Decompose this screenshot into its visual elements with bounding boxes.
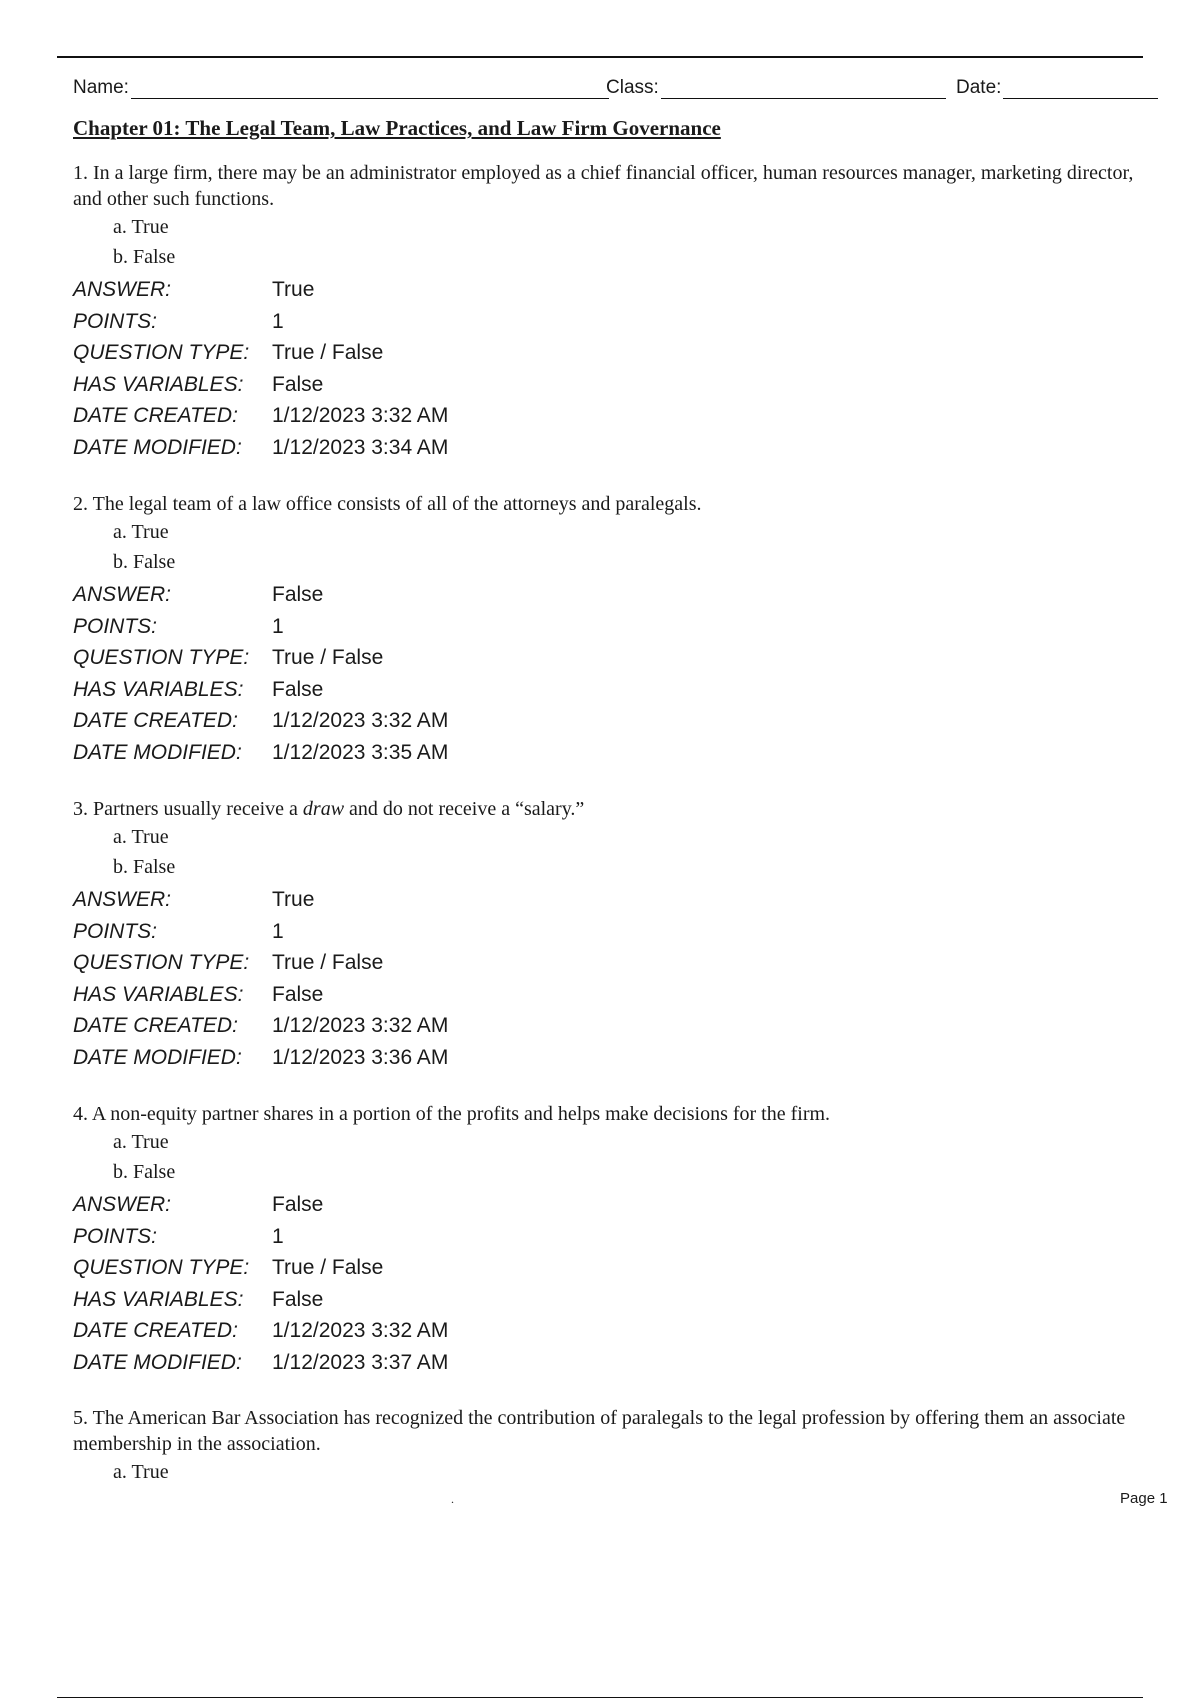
has-variables-row xyxy=(73,1284,1163,1316)
date-created-row xyxy=(73,400,1163,432)
date-modified-value: 1/12/2023 3:37 AM xyxy=(272,1350,449,1374)
answer-row xyxy=(73,1189,1163,1221)
date-created-row xyxy=(73,705,1163,737)
question-text xyxy=(73,796,1163,822)
date-created-value: 1/12/2023 3:32 AM xyxy=(272,1319,449,1342)
bottom-rule xyxy=(57,1697,1143,1698)
answer-row xyxy=(73,579,1163,611)
has-variables-value: False xyxy=(272,677,324,701)
name-field[interactable] xyxy=(73,72,609,99)
page-number: Page 1 xyxy=(1120,1490,1168,1507)
date-field[interactable] xyxy=(956,72,1158,99)
date-modified-row xyxy=(73,1347,1163,1379)
date-modified-label: DATE MODIFIED: xyxy=(73,740,242,764)
date-modified-label: DATE MODIFIED: xyxy=(73,1045,242,1069)
question-type-row xyxy=(73,642,1163,674)
answer-row xyxy=(73,274,1163,306)
answer-value: False xyxy=(272,1193,324,1216)
question-type-value: True / False xyxy=(272,646,384,669)
points-label: POINTS: xyxy=(73,919,158,943)
has-variables-label: HAS VARIABLES: xyxy=(73,372,244,396)
question-4 xyxy=(73,1101,1163,1378)
chapter-title: Chapter 01: The Legal Team, Law Practices, and Law Firm Governance xyxy=(73,116,721,140)
date-modified-row xyxy=(73,1042,1163,1074)
question-type-row xyxy=(73,337,1163,369)
date-modified-value: 1/12/2023 3:36 AM xyxy=(272,1045,449,1069)
question-metadata xyxy=(73,884,1163,1073)
answer-value: True xyxy=(272,888,315,911)
option-a: a. True xyxy=(113,1131,169,1153)
has-variables-row xyxy=(73,369,1163,401)
has-variables-value: False xyxy=(272,372,324,396)
points-label: POINTS: xyxy=(73,309,158,333)
points-value: 1 xyxy=(272,919,284,943)
option-b: b. False xyxy=(113,246,176,268)
date-modified-label: DATE MODIFIED: xyxy=(73,435,242,459)
question-type-label: QUESTION TYPE: xyxy=(73,951,250,974)
question-text: 1. In a large firm, there may be an administrator employed as a chief financial officer, human resources manager, marketing director, and other such functions. xyxy=(73,162,1134,210)
question-type-row xyxy=(73,947,1163,979)
date-created-value: 1/12/2023 3:32 AM xyxy=(272,1014,449,1037)
option-a: a. True xyxy=(113,1461,169,1483)
question-metadata xyxy=(73,274,1163,463)
has-variables-label: HAS VARIABLES: xyxy=(73,1287,244,1311)
question-text: 4. A non-equity partner shares in a portion of the profits and helps make decisions for the firm. xyxy=(73,1103,831,1125)
question-metadata xyxy=(73,1189,1163,1378)
question-type-label: QUESTION TYPE: xyxy=(73,1256,250,1279)
question-text: 2. The legal team of a law office consists of all of the attorneys and paralegals. xyxy=(73,493,702,515)
has-variables-label: HAS VARIABLES: xyxy=(73,982,244,1006)
points-label: POINTS: xyxy=(73,614,158,638)
date-created-label: DATE CREATED: xyxy=(73,709,238,732)
points-row xyxy=(73,611,1163,643)
question-1 xyxy=(73,160,1163,463)
date-created-label: DATE CREATED: xyxy=(73,404,238,427)
class-field[interactable] xyxy=(606,72,946,99)
points-label: POINTS: xyxy=(73,1224,158,1248)
class-line[interactable] xyxy=(661,72,946,99)
class-label: Class: xyxy=(606,77,659,98)
top-rule xyxy=(57,56,1143,58)
date-created-row xyxy=(73,1010,1163,1042)
question-2 xyxy=(73,491,1163,768)
has-variables-row xyxy=(73,979,1163,1011)
question-text-start: 3. Partners usually receive a xyxy=(73,798,303,820)
option-b: b. False xyxy=(113,551,176,573)
question-text: 5. The American Bar Association has recognized the contribution of paralegals to the legal profession by offering them an associate membership in the association. xyxy=(73,1407,1126,1455)
date-created-label: DATE CREATED: xyxy=(73,1014,238,1037)
date-label: Date: xyxy=(956,77,1002,98)
has-variables-value: False xyxy=(272,1287,324,1311)
points-value: 1 xyxy=(272,309,284,333)
question-type-value: True / False xyxy=(272,341,384,364)
name-label: Name: xyxy=(73,77,129,98)
answer-label: ANSWER: xyxy=(73,278,172,301)
question-metadata xyxy=(73,579,1163,768)
question-type-label: QUESTION TYPE: xyxy=(73,646,250,669)
has-variables-value: False xyxy=(272,982,324,1006)
points-row xyxy=(73,1221,1163,1253)
date-created-label: DATE CREATED: xyxy=(73,1319,238,1342)
date-line[interactable] xyxy=(1003,72,1158,99)
option-a: a. True xyxy=(113,521,169,543)
answer-label: ANSWER: xyxy=(73,888,172,911)
option-a: a. True xyxy=(113,216,169,238)
answer-row xyxy=(73,884,1163,916)
date-created-row xyxy=(73,1315,1163,1347)
answer-value: False xyxy=(272,583,324,606)
name-line[interactable] xyxy=(131,72,609,99)
question-type-value: True / False xyxy=(272,1256,384,1279)
has-variables-row xyxy=(73,674,1163,706)
date-modified-row xyxy=(73,737,1163,769)
question-type-value: True / False xyxy=(272,951,384,974)
points-value: 1 xyxy=(272,614,284,638)
question-text-emphasis: draw xyxy=(302,798,345,820)
date-modified-value: 1/12/2023 3:35 AM xyxy=(272,740,449,764)
points-row xyxy=(73,916,1163,948)
date-modified-value: 1/12/2023 3:34 AM xyxy=(272,435,449,459)
points-row xyxy=(73,306,1163,338)
question-5 xyxy=(73,1405,1163,1487)
answer-label: ANSWER: xyxy=(73,1193,172,1216)
date-modified-row xyxy=(73,432,1163,464)
answer-label: ANSWER: xyxy=(73,583,172,606)
date-modified-label: DATE MODIFIED: xyxy=(73,1350,242,1374)
question-text-end: and do not receive a “salary.” xyxy=(344,798,585,820)
student-info-header xyxy=(73,72,1161,102)
question-type-label: QUESTION TYPE: xyxy=(73,341,250,364)
option-a: a. True xyxy=(113,826,169,848)
question-3 xyxy=(73,796,1163,1073)
date-created-value: 1/12/2023 3:32 AM xyxy=(272,709,449,732)
question-type-row xyxy=(73,1252,1163,1284)
option-b: b. False xyxy=(113,856,176,878)
has-variables-label: HAS VARIABLES: xyxy=(73,677,244,701)
points-value: 1 xyxy=(272,1224,284,1248)
answer-value: True xyxy=(272,278,315,301)
option-b: b. False xyxy=(113,1161,176,1183)
date-created-value: 1/12/2023 3:32 AM xyxy=(272,404,449,427)
stray-mark: . xyxy=(451,1492,454,1506)
